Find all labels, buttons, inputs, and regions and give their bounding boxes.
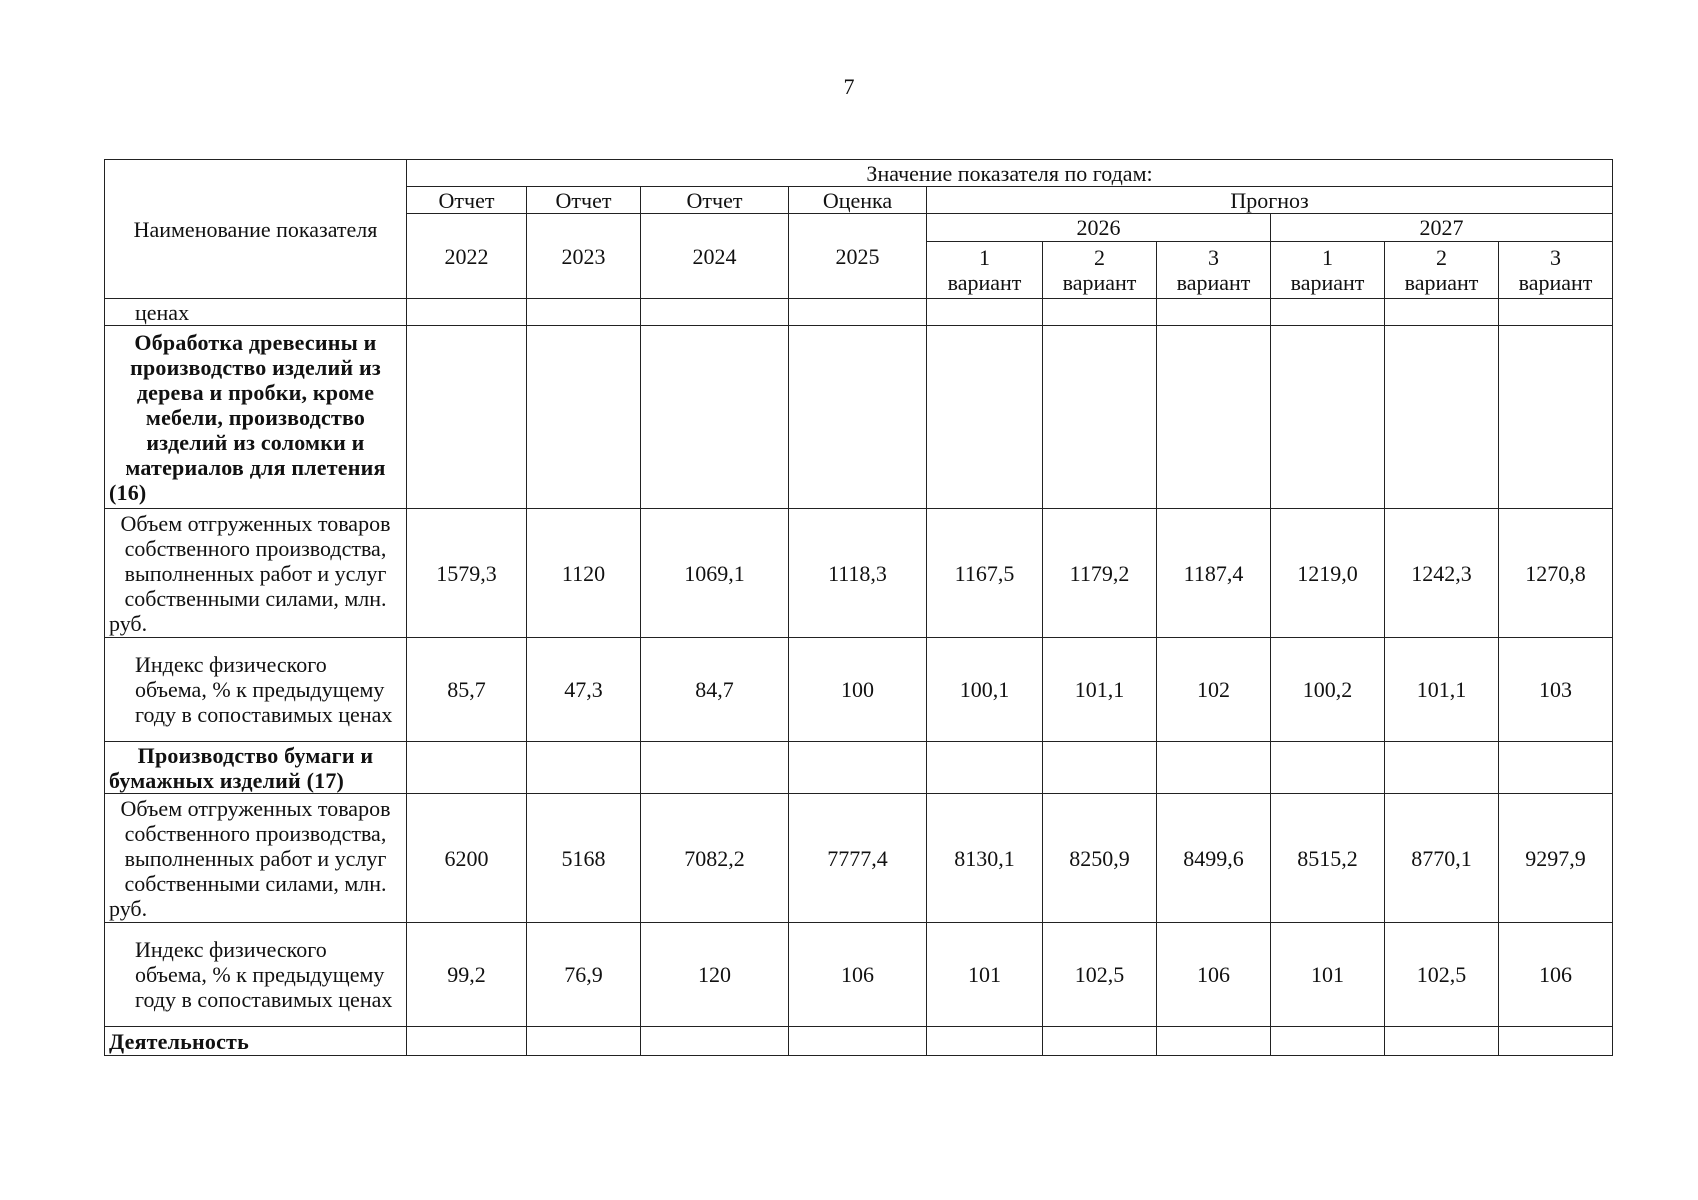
value-cell bbox=[641, 742, 789, 794]
value-cell bbox=[527, 742, 641, 794]
section-label: Производство бумаги и бумажных изделий (17) bbox=[105, 742, 407, 794]
value-cell: 102,5 bbox=[1043, 923, 1157, 1027]
header-year-2023: 2023 bbox=[527, 214, 641, 299]
value-cell bbox=[1271, 742, 1385, 794]
value-cell: 1120 bbox=[527, 509, 641, 638]
header-year-2027: 2027 bbox=[1271, 214, 1613, 242]
value-cell bbox=[1043, 326, 1157, 509]
header-variant: 3 вариант bbox=[1499, 242, 1613, 299]
value-cell bbox=[1157, 1027, 1271, 1056]
value-cell: 1187,4 bbox=[1157, 509, 1271, 638]
value-cell bbox=[1385, 326, 1499, 509]
value-cell bbox=[641, 326, 789, 509]
value-cell bbox=[407, 742, 527, 794]
section-row-16 bbox=[105, 326, 1613, 509]
section-label: Деятельность bbox=[105, 1027, 407, 1056]
header-estimate-2025: Оценка bbox=[789, 187, 927, 214]
header-year-2022: 2022 bbox=[407, 214, 527, 299]
value-cell bbox=[527, 1027, 641, 1056]
row-label: Индекс физического объема, % к предыдущему году в сопоставимых ценах bbox=[105, 923, 407, 1027]
indicators-table bbox=[104, 159, 1613, 1056]
value-cell bbox=[1157, 326, 1271, 509]
value-cell: 1242,3 bbox=[1385, 509, 1499, 638]
section-row-activity bbox=[105, 1027, 1613, 1056]
value-cell: 7082,2 bbox=[641, 794, 789, 923]
value-cell: 106 bbox=[1499, 923, 1613, 1027]
value-cell: 1179,2 bbox=[1043, 509, 1157, 638]
table-row bbox=[105, 638, 1613, 742]
value-cell: 101,1 bbox=[1043, 638, 1157, 742]
value-cell bbox=[407, 299, 527, 326]
value-cell bbox=[1043, 1027, 1157, 1056]
value-cell: 8250,9 bbox=[1043, 794, 1157, 923]
value-cell bbox=[1499, 742, 1613, 794]
value-cell: 99,2 bbox=[407, 923, 527, 1027]
value-cell bbox=[1271, 326, 1385, 509]
value-cell: 84,7 bbox=[641, 638, 789, 742]
value-cell: 9297,9 bbox=[1499, 794, 1613, 923]
header-variant: 3 вариант bbox=[1157, 242, 1271, 299]
header-report-2022: Отчет bbox=[407, 187, 527, 214]
value-cell: 1167,5 bbox=[927, 509, 1043, 638]
value-cell: 47,3 bbox=[527, 638, 641, 742]
value-cell: 100,1 bbox=[927, 638, 1043, 742]
table-row bbox=[105, 794, 1613, 923]
value-cell: 1579,3 bbox=[407, 509, 527, 638]
value-cell bbox=[789, 742, 927, 794]
header-indicator-name: Наименование показателя bbox=[105, 160, 407, 299]
value-cell bbox=[527, 299, 641, 326]
value-cell bbox=[1499, 326, 1613, 509]
header-variant: 2 вариант bbox=[1385, 242, 1499, 299]
page-number: 7 bbox=[843, 74, 855, 99]
value-cell: 102,5 bbox=[1385, 923, 1499, 1027]
value-cell: 1270,8 bbox=[1499, 509, 1613, 638]
value-cell: 76,9 bbox=[527, 923, 641, 1027]
value-cell bbox=[407, 326, 527, 509]
value-cell: 1219,0 bbox=[1271, 509, 1385, 638]
value-cell bbox=[1385, 1027, 1499, 1056]
header-report-2023: Отчет bbox=[527, 187, 641, 214]
value-cell bbox=[1499, 1027, 1613, 1056]
value-cell bbox=[789, 299, 927, 326]
header-values-by-year: Значение показателя по годам: bbox=[407, 160, 1613, 187]
header-variant: 2 вариант bbox=[1043, 242, 1157, 299]
header-variant: 1 вариант bbox=[927, 242, 1043, 299]
value-cell bbox=[1271, 299, 1385, 326]
value-cell: 106 bbox=[789, 923, 927, 1027]
value-cell: 1118,3 bbox=[789, 509, 927, 638]
value-cell bbox=[1043, 299, 1157, 326]
value-cell: 100 bbox=[789, 638, 927, 742]
table-row bbox=[105, 509, 1613, 638]
table-row bbox=[105, 299, 1613, 326]
header-row-group bbox=[105, 160, 1613, 187]
value-cell: 103 bbox=[1499, 638, 1613, 742]
header-forecast: Прогноз bbox=[927, 187, 1613, 214]
value-cell: 106 bbox=[1157, 923, 1271, 1027]
value-cell: 101 bbox=[927, 923, 1043, 1027]
value-cell: 101,1 bbox=[1385, 638, 1499, 742]
table-row bbox=[105, 923, 1613, 1027]
value-cell: 8499,6 bbox=[1157, 794, 1271, 923]
header-report-2024: Отчет bbox=[641, 187, 789, 214]
value-cell bbox=[789, 326, 927, 509]
value-cell bbox=[1043, 742, 1157, 794]
value-cell bbox=[1157, 299, 1271, 326]
value-cell: 8515,2 bbox=[1271, 794, 1385, 923]
row-label: ценах bbox=[105, 299, 407, 326]
value-cell bbox=[927, 742, 1043, 794]
value-cell bbox=[927, 1027, 1043, 1056]
value-cell bbox=[1499, 299, 1613, 326]
section-row-17 bbox=[105, 742, 1613, 794]
value-cell bbox=[927, 299, 1043, 326]
row-label: Объем отгруженных товаров собственного производства, выполненных работ и услуг собственными силами, млн. руб. bbox=[105, 794, 407, 923]
value-cell bbox=[641, 1027, 789, 1056]
row-label: Объем отгруженных товаров собственного производства, выполненных работ и услуг собственными силами, млн. руб. bbox=[105, 509, 407, 638]
value-cell bbox=[1157, 742, 1271, 794]
header-year-2024: 2024 bbox=[641, 214, 789, 299]
section-label: Обработка древесины и производство изделий из дерева и пробки, кроме мебели, производство изделий из соломки и материалов для плетения (16) bbox=[105, 326, 407, 509]
value-cell: 8130,1 bbox=[927, 794, 1043, 923]
value-cell: 8770,1 bbox=[1385, 794, 1499, 923]
value-cell bbox=[789, 1027, 927, 1056]
value-cell: 1069,1 bbox=[641, 509, 789, 638]
value-cell bbox=[927, 326, 1043, 509]
value-cell bbox=[641, 299, 789, 326]
value-cell: 7777,4 bbox=[789, 794, 927, 923]
value-cell: 6200 bbox=[407, 794, 527, 923]
value-cell bbox=[1385, 742, 1499, 794]
value-cell bbox=[407, 1027, 527, 1056]
value-cell: 85,7 bbox=[407, 638, 527, 742]
value-cell: 5168 bbox=[527, 794, 641, 923]
value-cell: 102 bbox=[1157, 638, 1271, 742]
header-year-2025: 2025 bbox=[789, 214, 927, 299]
value-cell: 101 bbox=[1271, 923, 1385, 1027]
value-cell bbox=[527, 326, 641, 509]
value-cell: 100,2 bbox=[1271, 638, 1385, 742]
value-cell bbox=[1271, 1027, 1385, 1056]
header-year-2026: 2026 bbox=[927, 214, 1271, 242]
header-variant: 1 вариант bbox=[1271, 242, 1385, 299]
value-cell: 120 bbox=[641, 923, 789, 1027]
row-label: Индекс физического объема, % к предыдущему году в сопоставимых ценах bbox=[105, 638, 407, 742]
value-cell bbox=[1385, 299, 1499, 326]
